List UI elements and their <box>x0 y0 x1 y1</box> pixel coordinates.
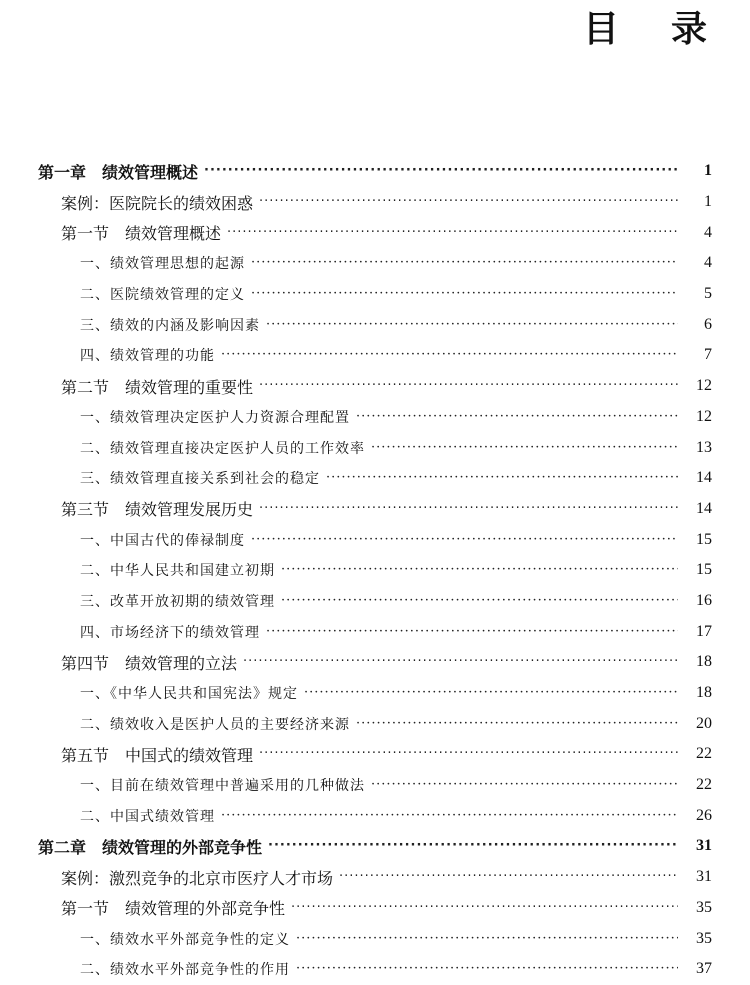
toc-entry-page-number: 16 <box>696 591 712 609</box>
toc-entry-page-number: 1 <box>704 193 712 211</box>
dot-leader <box>204 163 678 179</box>
page-title-char-1: 目 <box>583 9 620 50</box>
toc-entry-title: 案例：医院院长的绩效困惑 <box>61 193 254 213</box>
toc-entry-page-number: 1 <box>704 162 712 180</box>
dot-leader <box>296 931 678 947</box>
toc-entry-item[interactable] <box>0 616 750 647</box>
toc-entry-item[interactable] <box>0 954 750 985</box>
toc-entry-item[interactable] <box>0 248 750 279</box>
toc-entry-item[interactable] <box>0 279 750 310</box>
toc-entry-section[interactable] <box>0 739 750 770</box>
toc-entry-item[interactable] <box>0 708 750 739</box>
toc-entry-page-number: 20 <box>696 714 712 732</box>
toc-entry-title: 一、绩效管理决定医护人力资源合理配置 <box>80 409 350 426</box>
dot-leader <box>259 746 678 762</box>
toc-entry-page-number: 7 <box>704 346 712 364</box>
toc-entry-section[interactable] <box>0 187 750 218</box>
dot-leader <box>266 317 678 333</box>
dot-leader <box>227 225 678 241</box>
toc-entry-chapter[interactable] <box>0 156 750 187</box>
toc-entry-title: 第四节 绩效管理的立法 <box>61 653 238 673</box>
toc-entry-title: 二、医院绩效管理的定义 <box>80 287 245 304</box>
toc-entry-title: 二、绩效收入是医护人员的主要经济来源 <box>80 716 350 733</box>
dot-leader <box>251 532 678 548</box>
toc-entry-title: 第一章 绩效管理概述 <box>38 162 199 182</box>
toc-entry-page-number: 22 <box>696 745 712 763</box>
toc-entry-title: 第二节 绩效管理的重要性 <box>61 377 254 397</box>
toc-entry-page-number: 18 <box>696 653 712 671</box>
toc-entry-page-number: 4 <box>704 223 712 241</box>
toc-entry-title: 案例：激烈竞争的北京市医疗人才市场 <box>61 868 334 888</box>
dot-leader <box>251 286 678 302</box>
dot-leader <box>281 562 678 578</box>
toc-entry-item[interactable] <box>0 678 750 709</box>
table-of-contents <box>0 156 750 985</box>
toc-entry-page-number: 4 <box>704 254 712 272</box>
toc-entry-page-number: 31 <box>696 837 712 855</box>
toc-entry-page-number: 35 <box>696 929 712 947</box>
dot-leader <box>339 869 678 885</box>
page-title <box>583 6 723 54</box>
toc-entry-item[interactable] <box>0 309 750 340</box>
toc-entry-section[interactable] <box>0 494 750 525</box>
dot-leader <box>259 378 678 394</box>
dot-leader <box>251 255 678 271</box>
toc-entry-title: 一、《中华人民共和国宪法》规定 <box>80 686 298 703</box>
toc-entry-section[interactable] <box>0 862 750 893</box>
toc-entry-page-number: 17 <box>696 622 712 640</box>
dot-leader <box>356 409 678 425</box>
toc-entry-title: 三、绩效管理直接关系到社会的稳定 <box>80 471 320 488</box>
toc-entry-item[interactable] <box>0 463 750 494</box>
toc-entry-page-number: 6 <box>704 315 712 333</box>
dot-leader <box>326 470 678 486</box>
toc-entry-page-number: 31 <box>696 868 712 886</box>
toc-entry-title: 二、中华人民共和国建立初期 <box>80 563 275 580</box>
toc-entry-page-number: 26 <box>696 806 712 824</box>
toc-entry-item[interactable] <box>0 923 750 954</box>
dot-leader <box>281 593 678 609</box>
dot-leader <box>259 501 678 517</box>
dot-leader <box>356 716 678 732</box>
dot-leader <box>291 900 678 916</box>
toc-entry-title: 三、改革开放初期的绩效管理 <box>80 593 275 610</box>
toc-entry-section[interactable] <box>0 647 750 678</box>
dot-leader <box>266 624 678 640</box>
toc-entry-page-number: 22 <box>696 776 712 794</box>
toc-entry-title: 一、中国古代的俸禄制度 <box>80 532 245 549</box>
dot-leader <box>259 194 678 210</box>
toc-entry-section[interactable] <box>0 217 750 248</box>
toc-entry-section[interactable] <box>0 371 750 402</box>
dot-leader <box>268 838 678 854</box>
dot-leader <box>371 440 678 456</box>
toc-entry-item[interactable] <box>0 555 750 586</box>
dot-leader <box>304 685 678 701</box>
toc-entry-item[interactable] <box>0 524 750 555</box>
dot-leader <box>243 654 678 670</box>
toc-entry-page-number: 15 <box>696 561 712 579</box>
toc-entry-item[interactable] <box>0 340 750 371</box>
toc-entry-page-number: 12 <box>696 407 712 425</box>
toc-entry-page-number: 14 <box>696 469 712 487</box>
toc-entry-title: 二、绩效管理直接决定医护人员的工作效率 <box>80 440 365 457</box>
toc-entry-item[interactable] <box>0 432 750 463</box>
toc-entry-title: 第一节 绩效管理概述 <box>61 224 222 244</box>
toc-entry-item[interactable] <box>0 770 750 801</box>
toc-entry-page-number: 13 <box>696 438 712 456</box>
dot-leader <box>221 808 678 824</box>
toc-entry-page-number: 15 <box>696 530 712 548</box>
toc-entry-title: 二、中国式绩效管理 <box>80 808 215 825</box>
toc-entry-title: 第二章 绩效管理的外部竞争性 <box>38 837 263 857</box>
toc-entry-title: 二、绩效水平外部竞争性的作用 <box>80 962 290 979</box>
dot-leader <box>221 347 678 363</box>
toc-entry-title: 一、目前在绩效管理中普遍采用的几种做法 <box>80 778 365 795</box>
toc-entry-page-number: 18 <box>696 684 712 702</box>
toc-entry-page-number: 12 <box>696 377 712 395</box>
toc-entry-title: 第五节 中国式的绩效管理 <box>61 745 254 765</box>
toc-entry-page-number: 35 <box>696 898 712 916</box>
dot-leader <box>371 777 678 793</box>
dot-leader <box>296 961 678 977</box>
toc-entry-title: 三、绩效的内涵及影响因素 <box>80 317 260 334</box>
toc-entry-item[interactable] <box>0 586 750 617</box>
toc-entry-item[interactable] <box>0 402 750 433</box>
toc-entry-title: 一、绩效管理思想的起源 <box>80 256 245 273</box>
toc-entry-title: 四、市场经济下的绩效管理 <box>80 624 260 641</box>
page-title-char-2: 录 <box>671 9 708 50</box>
toc-entry-item[interactable] <box>0 800 750 831</box>
toc-entry-title: 四、绩效管理的功能 <box>80 348 215 365</box>
toc-entry-title: 一、绩效水平外部竞争性的定义 <box>80 931 290 948</box>
toc-entry-title: 第一节 绩效管理的外部竞争性 <box>61 899 286 919</box>
toc-entry-page-number: 5 <box>704 285 712 303</box>
toc-entry-section[interactable] <box>0 893 750 924</box>
toc-entry-title: 第三节 绩效管理发展历史 <box>61 500 254 520</box>
toc-entry-page-number: 37 <box>696 960 712 978</box>
toc-entry-page-number: 14 <box>696 499 712 517</box>
toc-entry-chapter[interactable] <box>0 831 750 862</box>
